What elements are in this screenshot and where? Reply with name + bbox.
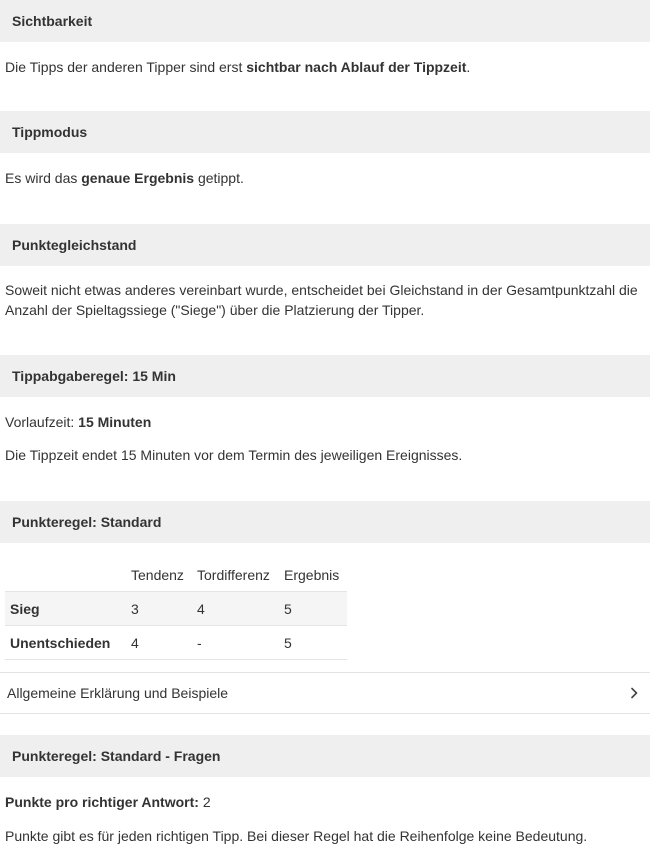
explanation-link[interactable]	[0, 672, 650, 714]
sichtbarkeit-text: Die Tipps der anderen Tipper sind erst sichtbar nach Ablauf der Tippzeit.	[5, 59, 471, 75]
section-header-sichtbarkeit: Sichtbarkeit	[0, 0, 650, 42]
cell-value: -	[197, 626, 284, 660]
vorlaufzeit-text: Vorlaufzeit: 15 Minuten	[5, 414, 152, 430]
table-header-empty	[5, 558, 131, 592]
tippzeit-text: Die Tippzeit endet 15 Minuten vor dem Termin des jeweiligen Ereignisses.	[5, 447, 463, 463]
row-label-sieg: Sieg	[5, 592, 131, 626]
explanation-link-label: Allgemeine Erklärung und Beispiele	[7, 685, 229, 701]
cell-value: 5	[284, 592, 347, 626]
tippmodus-text: Es wird das genaue Ergebnis getippt.	[5, 170, 244, 186]
punkte-pro-antwort-text: Punkte pro richtiger Antwort: 2	[5, 794, 211, 810]
section-header-punkteregel: Punkteregel: Standard	[0, 501, 650, 543]
points-table-header-row	[5, 558, 347, 592]
cell-value: 3	[131, 592, 197, 626]
punktegleichstand-text: Soweit nicht etwas anderes vereinbart wurde, entscheidet bei Gleichstand in der Gesamtpunktzahl die Anzahl der Spieltagssiege ("Siege") über die Platzierung der Tipper.	[5, 282, 638, 318]
table-row	[5, 626, 347, 660]
table-header-ergebnis: Ergebnis	[284, 566, 340, 583]
section-header-tippabgaberegel: Tippabgaberegel: 15 Min	[0, 355, 650, 397]
section-header-punkteregel-fragen: Punkteregel: Standard - Fragen	[0, 735, 650, 777]
cell-value: 4	[131, 626, 197, 660]
table-row	[5, 592, 347, 626]
row-label-unentschieden: Unentschieden	[5, 626, 131, 660]
cell-value: 5	[284, 626, 347, 660]
points-table	[5, 558, 347, 660]
chevron-right-icon	[628, 687, 640, 699]
table-header-tendenz: Tendenz	[131, 566, 184, 583]
fragen-regel-text: Punkte gibt es für jeden richtigen Tipp. Bei dieser Regel hat die Reihenfolge keine Bedeutung.	[5, 828, 588, 844]
table-header-tordifferenz: Tordifferenz	[197, 566, 270, 583]
section-header-punktegleichstand: Punktegleichstand	[0, 224, 650, 266]
section-header-tippmodus: Tippmodus	[0, 111, 650, 153]
cell-value: 4	[197, 592, 284, 626]
